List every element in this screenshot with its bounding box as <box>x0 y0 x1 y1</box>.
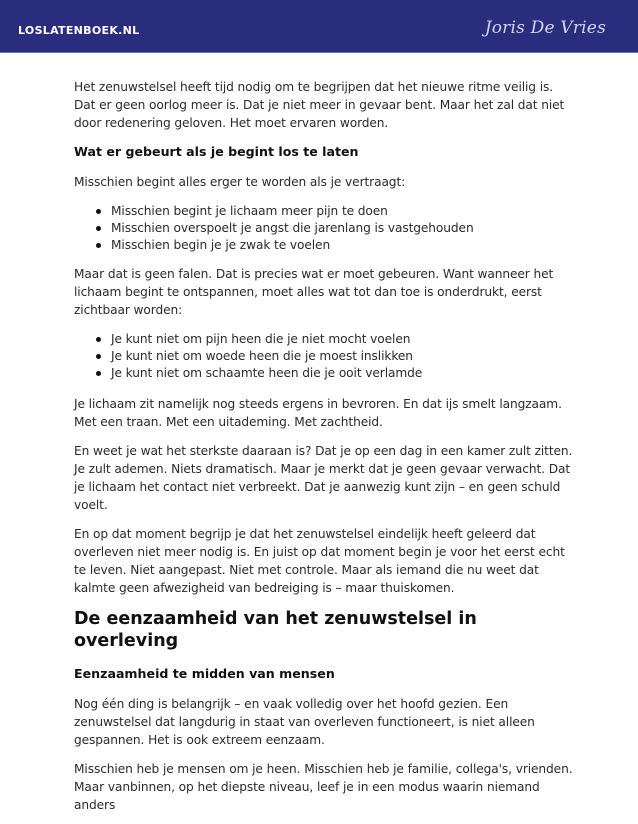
bullet-list <box>96 203 574 254</box>
article-body <box>74 78 574 824</box>
list-item-text: Misschien begin je je zwak te voelen <box>111 238 331 252</box>
list-item <box>96 237 574 254</box>
paragraph: Je lichaam zit namelijk nog steeds ergens in bevroren. En dat ijs smelt langzaam. Met een traan. Met een uitademing. Met zachtheid. <box>74 397 562 429</box>
bullet-icon <box>96 209 101 214</box>
chapter-heading: De eenzaamheid van het zenuwstelsel in overleving <box>74 609 477 651</box>
list-item-text: Misschien overspoelt je angst die jarenlang is vastgehouden <box>111 221 474 235</box>
paragraph: En op dat moment begrijp je dat het zenuwstelsel eindelijk heeft geleerd dat overleven niet meer nodig is. En juist op dat moment begin je voor het eerst echt te leven. Niet aangepast. Niet met controle. Maar als iemand die nu weet dat kalmte geen afwezigheid van bedreiging is – maar thuiskomen. <box>74 527 565 595</box>
list-item-text: Je kunt niet om pijn heen die je niet mocht voelen <box>111 332 411 346</box>
list-item <box>96 203 574 220</box>
section-heading: Wat er gebeurt als je begint los te laten <box>74 144 359 159</box>
section-heading: Eenzaamheid te midden van mensen <box>74 666 335 681</box>
list-item <box>96 331 574 348</box>
paragraph: Misschien heb je mensen om je heen. Misschien heb je familie, collega's, vrienden. Maar vanbinnen, op het diepste niveau, leef je in een modus waarin niemand anders <box>74 762 573 812</box>
list-item-text: Misschien begint je lichaam meer pijn te doen <box>111 204 388 218</box>
bullet-icon <box>96 243 101 248</box>
author-signature: Joris De Vries <box>484 18 606 38</box>
paragraph: En weet je wat het sterkste daaraan is? Dat je op een dag in een kamer zult zitten. Je zult ademen. Niets dramatisch. Maar je merkt dat je geen gevaar verwacht. Dat je lichaam het contact niet verbreekt. Dat je aanwezig kunt zijn – en geen schuld voelt. <box>74 444 573 512</box>
bullet-icon <box>96 354 101 359</box>
paragraph: Misschien begint alles erger te worden als je vertraagt: <box>74 175 406 189</box>
paragraph: Nog één ding is belangrijk – en vaak volledig over het hoofd gezien. Een zenuwstelsel dat langdurig in staat van overleven functioneert, is niet alleen gespannen. Het is ook extreem eenzaam. <box>74 697 535 747</box>
paragraph: Maar dat is geen falen. Dat is precies wat er moet gebeuren. Want wanneer het lichaam begint te ontspannen, moet alles wat tot dan toe is onderdrukt, eerst zichtbaar worden: <box>74 267 554 317</box>
bullet-icon <box>96 226 101 231</box>
list-item-text: Je kunt niet om woede heen die je moest inslikken <box>111 349 413 363</box>
list-item <box>96 365 574 382</box>
list-item-text: Je kunt niet om schaamte heen die je ooit verlamde <box>111 366 423 380</box>
list-item <box>96 348 574 365</box>
site-logo[interactable]: LOSLATENBOEK.NL <box>18 24 140 37</box>
bullet-icon <box>96 337 101 342</box>
list-item <box>96 220 574 237</box>
paragraph: Het zenuwstelsel heeft tijd nodig om te begrijpen dat het nieuwe ritme veilig is. Dat er geen oorlog meer is. Dat je niet meer in gevaar bent. Maar het zal dat niet door redenering geloven. Het moet ervaren worden. <box>74 80 565 130</box>
bullet-icon <box>96 371 101 376</box>
bullet-list <box>96 331 574 382</box>
site-header <box>0 0 638 53</box>
